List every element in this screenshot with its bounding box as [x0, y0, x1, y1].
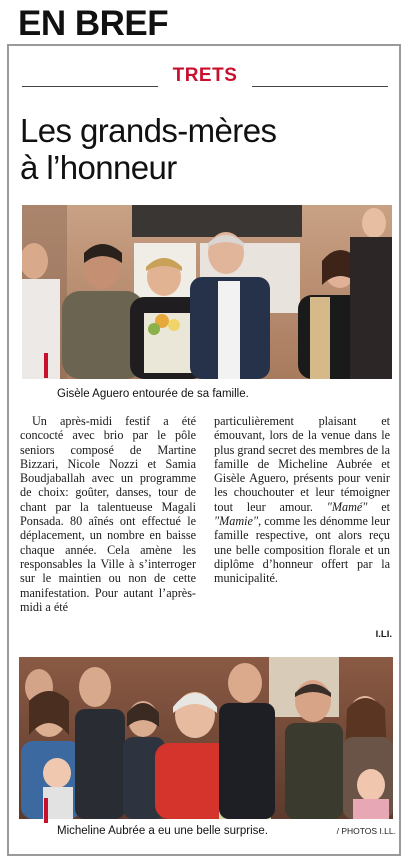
- caption-accent-bar-2: [44, 798, 48, 823]
- family-photo-1: [22, 205, 392, 379]
- author-signature: I.LI.: [375, 629, 392, 640]
- quote-mame: "Mamé": [326, 499, 368, 514]
- paragraph-2-text-b: et: [367, 499, 391, 514]
- quote-mamie: "Mamie": [214, 514, 259, 529]
- paragraph-2: [214, 414, 390, 586]
- photo-2-caption: Micheline Aubrée a eu une belle surprise.: [57, 825, 268, 837]
- photo-1-caption: Gisèle Aguero entourée de sa famille.: [57, 388, 249, 400]
- headline-line-1: Les grands-mères: [20, 112, 277, 149]
- family-photo-2-image: [19, 657, 393, 819]
- section-title: EN BREF: [18, 4, 169, 43]
- article-headline: [20, 112, 390, 186]
- paragraph-1: Un après-midi festif a été concocté avec brio par le pôle seniors composé de Martine Bizzari, Nicole Nozzi et Samia Boudjaballah avec un programme de choix: goûter, danses, tour de chant par la talentueuse Magali Ponsada. 80 aînés ont effectué le déplacement, un nombre en baisse chaque année. Cela amène les responsables la Ville à s’interroger sur le maintien ou non de cette manifestation. Pour autant l’après-midi a été: [20, 414, 196, 614]
- family-photo-1-image: [22, 205, 392, 379]
- kicker-town: TRETS: [172, 65, 238, 86]
- paragraph-2-text-c: , comme les dénomme leur famille respective, ont alors reçu une belle composition florale et un diplôme d’honneur offert par la municipalité.: [214, 514, 390, 586]
- kicker-rule-right: [252, 86, 388, 87]
- caption-accent-bar-1: [44, 353, 48, 378]
- headline-line-2: à l’honneur: [20, 149, 177, 186]
- article-column-1: [20, 414, 196, 614]
- family-photo-2: [19, 657, 393, 819]
- article-column-2: [214, 414, 390, 586]
- paragraph-2-text-a: particulièrement plaisant et émouvant, lors de la venue dans le plus grand secret des membres de la famille de Micheline Aubrée et Gisèle Aguero, présents pour venir les chouchouter et leur témoigner tout leur amour.: [214, 414, 390, 514]
- photo-credit: / PHOTOS I.LL.: [336, 826, 396, 836]
